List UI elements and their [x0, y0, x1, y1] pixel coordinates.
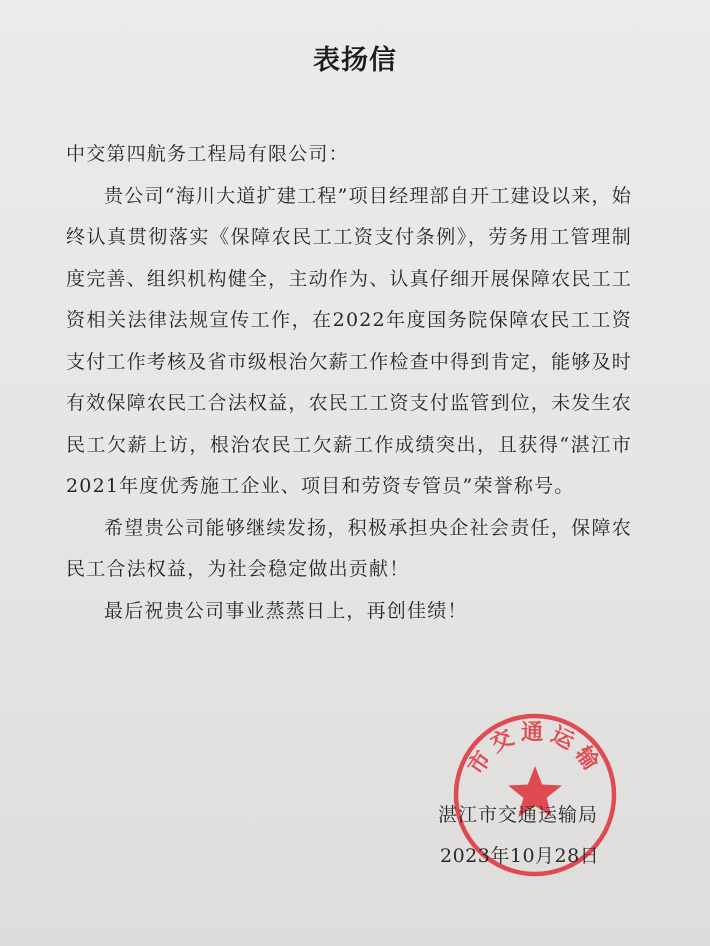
letter-body [66, 134, 632, 632]
paragraph-wishes: 最后祝贵公司事业蒸蒸日上，再创佳绩！ [104, 599, 468, 622]
salutation: 中交第四航务工程局有限公司： [66, 143, 349, 165]
paragraph-commendation: 贵公司“海川大道扩建工程”项目经理部自开工建设以来，始终认真贯彻落实《保障农民工工资支付条例》，劳务用工管理制度完善、组织机构健全，主动作为、认真仔细开展保障农民工工资相关法律法规宣传工作，在2022年度国务院保障农民工工资支付工作考核及省市级根治欠薪工作检查中得到肯定，能够及时有效保障农民工合法权益，农民工工资支付监管到位，未发生农民工欠薪上访，根治农民工欠薪工作成绩突出，且获得“湛江市2021年度优秀施工企业、项目和劳资专管员”荣誉称号。 [66, 184, 632, 497]
paragraph-hope: 希望贵公司能够继续发扬，积极承担央企社会责任，保障农民工合法权益，为社会稳定做出贡献！ [66, 516, 632, 580]
seal-text: 市交通运输 [463, 720, 607, 780]
letter-title: 表扬信 [313, 45, 397, 76]
signature-organization: 湛江市交通运输局 [438, 804, 599, 826]
signature-date: 2023年10月28日 [440, 845, 600, 867]
